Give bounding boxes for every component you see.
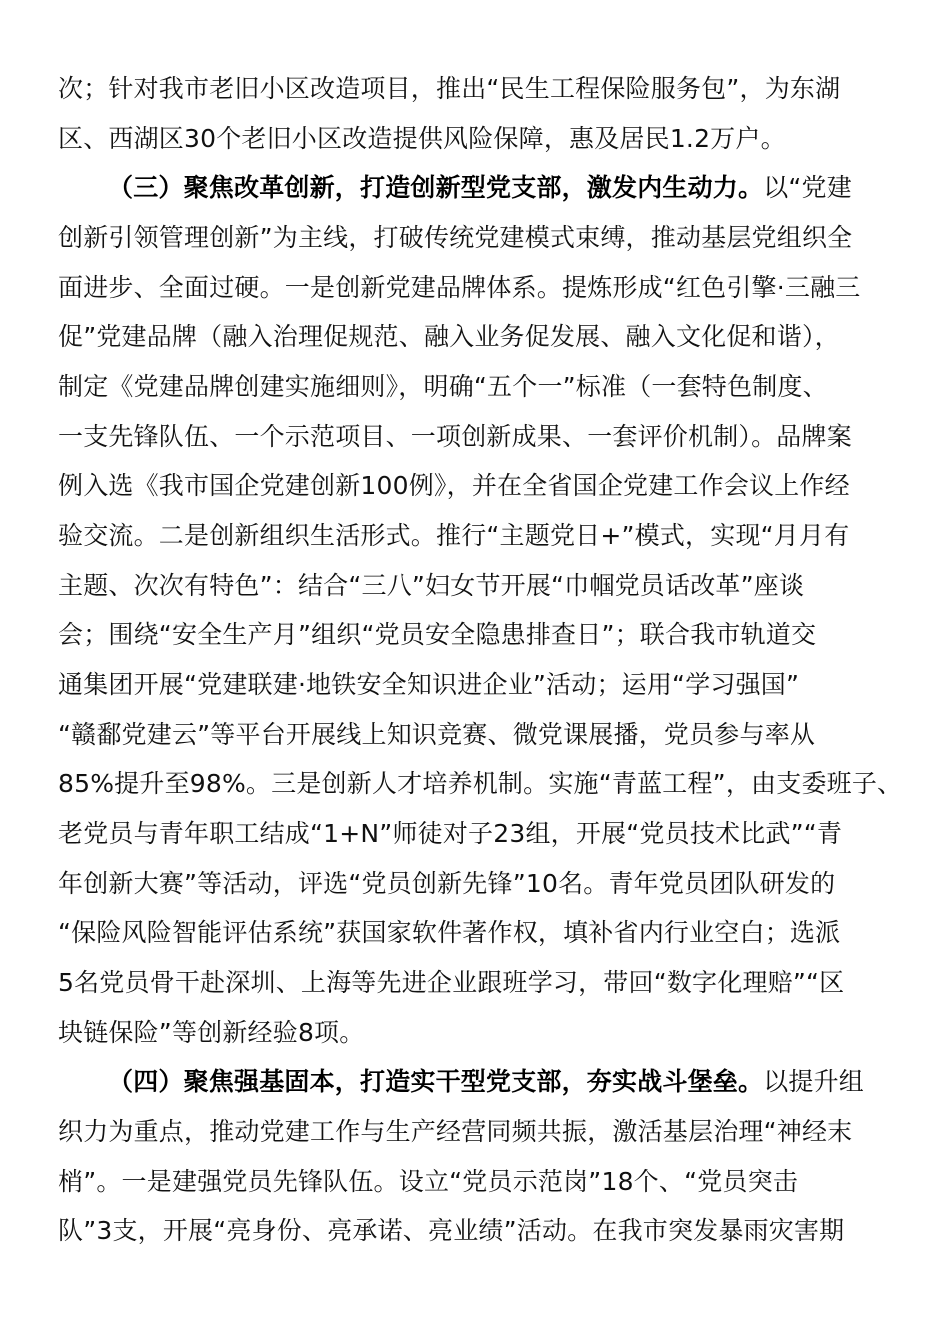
section-heading-line <box>108 168 852 208</box>
text-line <box>58 615 816 655</box>
text-line <box>58 1162 798 1202</box>
section-heading-3: （三）聚焦改革创新，打造创新型党支部，激发内生动力。 <box>108 173 764 202</box>
text-line <box>58 516 849 556</box>
text-line <box>58 963 844 1003</box>
text-line <box>58 864 835 904</box>
text-line <box>58 119 786 159</box>
line-text: 会；围绕“安全生产月”组织“党员安全隐患排查日”；联合我市轨道交 <box>58 620 817 649</box>
text-line <box>58 814 842 854</box>
line-text: 块链保险”等创新经验8项。 <box>58 1018 365 1047</box>
line-text: 85%提升至98%。三是创新人才培养机制。实施“青蓝工程”，由支委班子、 <box>58 769 903 798</box>
text-line <box>58 367 828 407</box>
text-line <box>58 417 852 457</box>
line-text: 年创新大赛”等活动，评选“党员创新先锋”10名。青年党员团队研发的 <box>58 869 836 898</box>
text-line <box>58 764 902 804</box>
text-line <box>58 69 840 109</box>
text-line <box>58 268 861 308</box>
line-text: “保险风险智能评估系统”获国家软件著作权，填补省内行业空白；选派 <box>58 918 841 947</box>
line-text: 面进步、全面过硬。一是创新党建品牌体系。提炼形成“红色引擎·三融三 <box>58 273 861 302</box>
text-line <box>58 665 799 705</box>
line-text: 梢”。一是建强党员先锋队伍。设立“党员示范岗”18个、“党员突击 <box>58 1167 799 1196</box>
line-text: 以提升组 <box>763 1067 865 1096</box>
line-text: 织力为重点，推动党建工作与生产经营同频共振，激活基层治理“神经末 <box>58 1117 853 1146</box>
line-text: 队”3支，开展“亮身份、亮承诺、亮业绩”活动。在我市突发暴雨灾害期 <box>58 1216 845 1245</box>
line-text: 验交流。二是创新组织生活形式。推行“主题党日+”模式，实现“月月有 <box>58 521 850 550</box>
line-text: 一支先锋队伍、一个示范项目、一项创新成果、一套评价机制）。品牌案 <box>58 422 852 451</box>
line-text: 以“党建 <box>763 173 852 202</box>
line-text: 次；针对我市老旧小区改造项目，推出“民生工程保险服务包”，为东湖 <box>58 74 841 103</box>
text-line <box>58 1211 844 1251</box>
section-heading-4: （四）聚焦强基固本，打造实干型党支部，夯实战斗堡垒。 <box>108 1067 764 1096</box>
text-line <box>58 913 840 953</box>
line-text: 例入选《我市国企党建创新100例》，并在全省国企党建工作会议上作经 <box>58 471 850 500</box>
line-text: 促”党建品牌（融入治理促规范、融入业务促发展、融入文化促和谐）， <box>58 322 840 351</box>
line-text: 制定《党建品牌创建实施细则》，明确“五个一”标准（一套特色制度、 <box>58 372 828 401</box>
text-line <box>58 715 815 755</box>
line-text: 主题、次次有特色”：结合“三八”妇女节开展“巾帼党员话改革”座谈 <box>58 571 805 600</box>
line-text: 通集团开展“党建联建·地铁安全知识进企业”活动；运用“学习强国” <box>58 670 800 699</box>
line-text: 老党员与青年职工结成“1+N”师徒对子23组，开展“党员技术比武”“青 <box>58 819 843 848</box>
text-line <box>58 317 840 357</box>
text-line <box>58 1112 852 1152</box>
line-text: 区、西湖区30个老旧小区改造提供风险保障，惠及居民1.2万户。 <box>58 124 786 153</box>
line-text: 5名党员骨干赴深圳、上海等先进企业跟班学习，带回“数字化理赔”“区 <box>58 968 845 997</box>
text-line <box>58 1013 364 1053</box>
line-text: 创新引领管理创新”为主线，打破传统党建模式束缚，推动基层党组织全 <box>58 223 853 252</box>
line-text: “赣鄱党建云”等平台开展线上知识竞赛、微党课展播，党员参与率从 <box>58 720 816 749</box>
text-line <box>58 218 852 258</box>
section-heading-line <box>108 1062 864 1102</box>
text-line <box>58 566 804 606</box>
text-line <box>58 466 850 506</box>
